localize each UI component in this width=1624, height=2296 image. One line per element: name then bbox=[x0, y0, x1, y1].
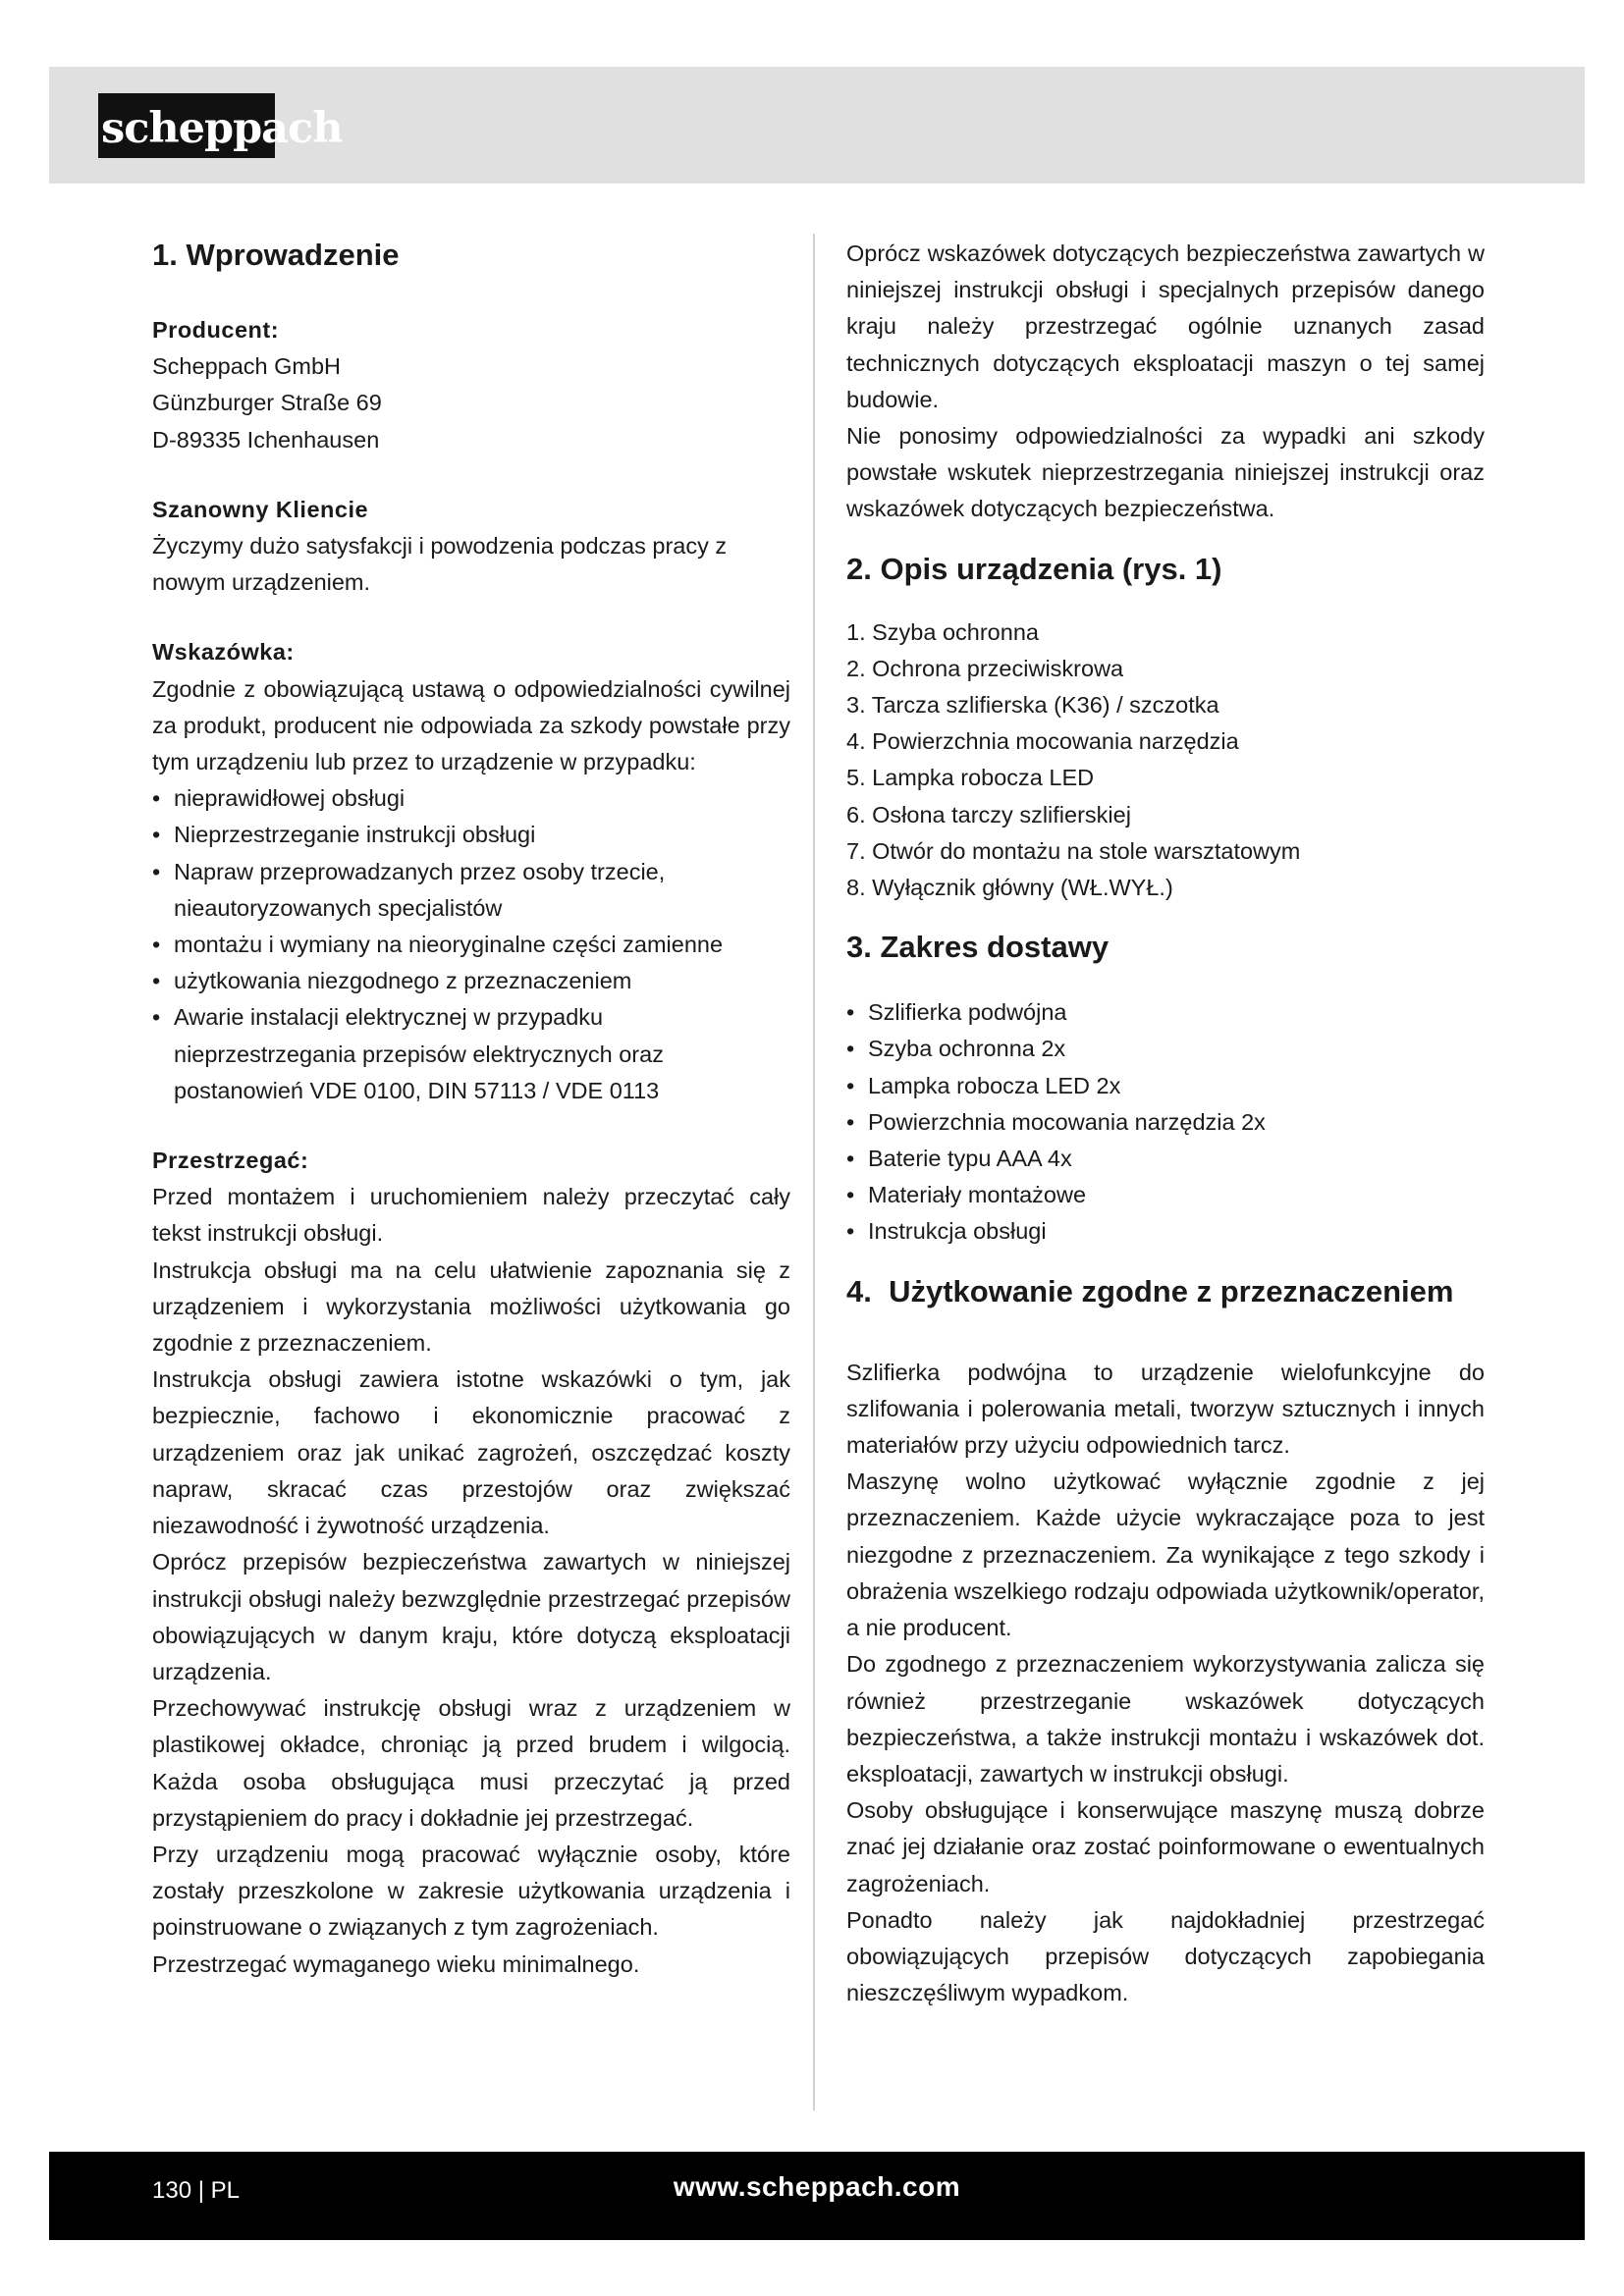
list-item: 8. Wyłącznik główny (WŁ.WYŁ.) bbox=[846, 875, 1173, 901]
list-item: 4. Powierzchnia mocowania narzędzia bbox=[846, 728, 1239, 755]
section-1-heading bbox=[152, 236, 790, 275]
list-item: • Powierzchnia mocowania narzędzia 2x bbox=[846, 1104, 1485, 1141]
right-column bbox=[846, 236, 1485, 2011]
list-item: • użytkowania niezgodnego z przeznaczeniem bbox=[152, 963, 790, 999]
list-item: 1. Szyba ochronna bbox=[846, 618, 1039, 645]
observe-paragraph: Instrukcja obsługi ma na celu ułatwienie zapoznania się z urządzeniem i wykorzystania możliwości użytkowania go zgodnie z przeznaczeniem. bbox=[152, 1256, 790, 1357]
list-item: • montażu i wymiany na nieoryginalne części zamienne bbox=[152, 927, 790, 963]
observe-paragraph: Przed montażem i uruchomieniem należy przeczytać cały tekst instrukcji obsługi. bbox=[152, 1184, 790, 1247]
left-column bbox=[152, 236, 790, 1983]
section-4-heading bbox=[846, 1272, 1485, 1311]
list-item: • Szyba ochronna 2x bbox=[846, 1031, 1485, 1067]
brand-logo: scheppach bbox=[98, 93, 275, 158]
observe-paragraph: Przestrzegać wymaganego wieku minimalnego. bbox=[152, 1950, 640, 1977]
customer-text: Życzymy dużo satysfakcji i powodzenia podczas pracy z nowym urządzeniem. bbox=[152, 533, 728, 596]
producer-label: Producent: bbox=[152, 317, 280, 343]
list-item: • Awarie instalacji elektrycznej w przypadku nieprzestrzegania przepisów elektrycznych oraz postanowień VDE 0100, DIN 57113 / VDE 0113 bbox=[152, 999, 790, 1109]
note-label: Wskazówka: bbox=[152, 639, 295, 666]
section-3-title: Zakres dostawy bbox=[880, 930, 1110, 965]
list-item: • nieprawidłowej obsługi bbox=[152, 780, 790, 817]
list-item: • Lampka robocza LED 2x bbox=[846, 1068, 1485, 1104]
footer-band bbox=[49, 2152, 1585, 2240]
section-1-title: Wprowadzenie bbox=[186, 238, 400, 272]
note-bullet-list bbox=[152, 780, 790, 1109]
list-item: • Baterie typu AAA 4x bbox=[846, 1141, 1485, 1177]
producer-line: D-89335 Ichenhausen bbox=[152, 426, 380, 453]
section-2-number: 2. bbox=[846, 551, 872, 586]
page-number: 130 | PL bbox=[152, 2177, 240, 2204]
section-1-number: 1. bbox=[152, 238, 178, 272]
list-item: • Napraw przeprowadzanych przez osoby trzecie, nieautoryzowanych specjalistów bbox=[152, 854, 790, 927]
section-4-number: 4. bbox=[846, 1273, 872, 1308]
section-2-heading bbox=[846, 550, 1485, 589]
section-3-heading bbox=[846, 928, 1485, 967]
website-link[interactable]: www.scheppach.com bbox=[673, 2171, 961, 2202]
delivery-list bbox=[846, 994, 1485, 1250]
usage-paragraph: Maszynę wolno użytkować wyłącznie zgodnie z jej przeznaczeniem. Każde użycie wykraczające poza to jest niezgodne z przeznaczeniem. Za wynikające z tego szkody i obrażenia wszelkiego rodzaju odpowiada użytkownik/operator, a nie producent. bbox=[846, 1468, 1485, 1641]
section-3-number: 3. bbox=[846, 930, 872, 965]
parts-list bbox=[846, 614, 1485, 907]
producer-line: Günzburger Straße 69 bbox=[152, 390, 382, 416]
usage-paragraph: Szlifierka podwójna to urządzenie wielofunkcyjne do szlifowania i polerowania metali, tworzyw sztucznych i innych materiałów przy użyciu odpowiednich tarcz. bbox=[846, 1359, 1485, 1459]
producer-line: Scheppach GmbH bbox=[152, 353, 342, 380]
note-text: Zgodnie z obowiązującą ustawą o odpowiedzialności cywilnej za produkt, producent nie odpowiada za szkody powstałe przy tym urządzeniu lub przez to urządzenie w przypadku: bbox=[152, 675, 790, 775]
section-2-title: Opis urządzenia (rys. 1) bbox=[880, 551, 1222, 586]
usage-paragraph: Osoby obsługujące i konserwujące maszynę muszą dobrze znać jej działanie oraz zostać poinformowane o ewentualnych zagrożeniach. bbox=[846, 1797, 1485, 1896]
list-item: • Szlifierka podwójna bbox=[846, 994, 1485, 1031]
column-divider bbox=[813, 234, 815, 2110]
usage-paragraph: Ponadto należy jak najdokładniej przestrzegać obowiązujących przepisów dotyczących zapobiegania nieszczęśliwym wypadkom. bbox=[846, 1906, 1485, 2006]
list-item: 6. Osłona tarczy szlifierskiej bbox=[846, 801, 1131, 828]
list-item: • Materiały montażowe bbox=[846, 1177, 1485, 1213]
observe-paragraph: Przy urządzeniu mogą pracować wyłącznie osoby, które zostały przeszkolone w zakresie użytkowania urządzenia i poinstruowane o związanych z tym zagrożeniach. bbox=[152, 1841, 790, 1941]
customer-label: Szanowny Kliencie bbox=[152, 496, 369, 522]
list-item: • Instrukcja obsługi bbox=[846, 1213, 1485, 1250]
section-4-title: Użytkowanie zgodne z przeznaczeniem bbox=[889, 1273, 1454, 1308]
intro-paragraph: Oprócz wskazówek dotyczących bezpieczeństwa zawartych w niniejszej instrukcji obsługi i specjalnych przepisów danego kraju należy przestrzegać ogólnie uznanych zasad technicznych dotyczących eksploatacji maszyn o tej samej budowie. bbox=[846, 240, 1485, 412]
intro-paragraph: Nie ponosimy odpowiedzialności za wypadki ani szkody powstałe wskutek nieprzestrzegania niniejszej instrukcji oraz wskazówek dotyczących bezpieczeństwa. bbox=[846, 423, 1485, 522]
list-item: • Nieprzestrzeganie instrukcji obsługi bbox=[152, 817, 790, 853]
list-item: 5. Lampka robocza LED bbox=[846, 765, 1095, 791]
observe-paragraph: Instrukcja obsługi zawiera istotne wskazówki o tym, jak bezpiecznie, fachowo i ekonomicznie pracować z urządzeniem oraz jak unikać zagrożeń, oszczędzać koszty napraw, skracać czas przestojów oraz zwiększać niezawodność i żywotność urządzenia. bbox=[152, 1366, 790, 1539]
list-item: 2. Ochrona przeciwiskrowa bbox=[846, 655, 1124, 681]
list-item: 7. Otwór do montażu na stole warsztatowym bbox=[846, 837, 1301, 864]
list-item: 3. Tarcza szlifierska (K36) / szczotka bbox=[846, 692, 1219, 719]
observe-paragraph: Oprócz przepisów bezpieczeństwa zawartych w niniejszej instrukcji obsługi należy bezwzględnie przestrzegać przepisów obowiązujących w danym kraju, które dotyczą eksploatacji urządzenia. bbox=[152, 1549, 790, 1684]
header-band bbox=[49, 67, 1585, 184]
observe-label: Przestrzegać: bbox=[152, 1148, 309, 1174]
observe-paragraph: Przechowywać instrukcję obsługi wraz z urządzeniem w plastikowej okładce, chroniąc ją przed brudem i wilgocią. Każda osoba obsługująca musi przeczytać ją przed przystąpieniem do pracy i dokładnie jej przestrzegać. bbox=[152, 1695, 790, 1831]
usage-paragraph: Do zgodnego z przeznaczeniem wykorzystywania zalicza się również przestrzeganie wskazówek dotyczących bezpieczeństwa, a także instrukcji montażu i wskazówek dot. eksploatacji, zawartych w instrukcji obsługi. bbox=[846, 1651, 1485, 1787]
